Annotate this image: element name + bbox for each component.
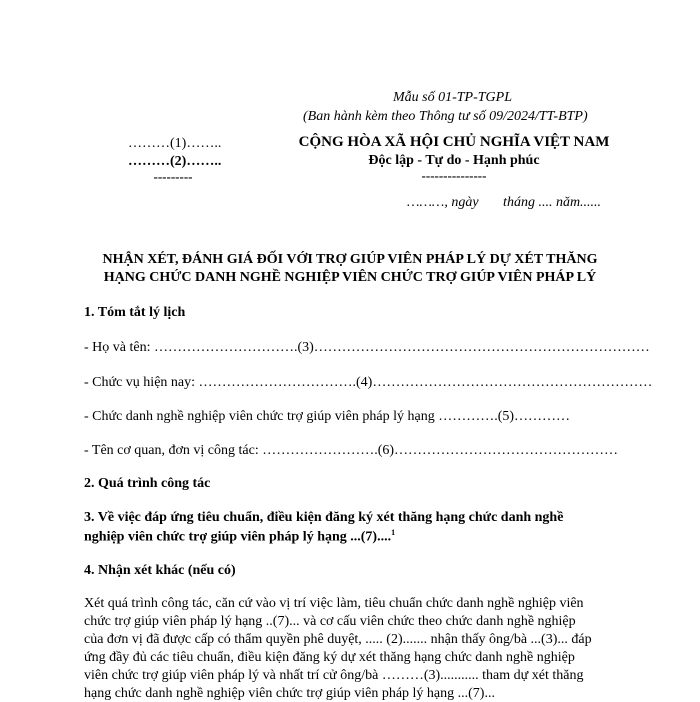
motto-rule: ---------------	[421, 168, 487, 183]
issued-note: (Ban hành kèm theo Thông tư số 09/2024/TT-BTP)	[303, 109, 588, 124]
paragraph-line-1: Xét quá trình công tác, căn cứ vào vị trí việc làm, tiêu chuẩn chức danh nghề nghiệp viên	[84, 596, 584, 611]
paragraph-line-4: ứng đầy đủ các tiêu chuẩn, điều kiện đăng ký dự xét thăng hạng chức danh nghề nghiệp	[84, 650, 575, 665]
field-workplace: - Tên cơ quan, đơn vị công tác: …………………….(6)…………………………………………	[84, 443, 619, 458]
field-current-position: - Chức vụ hiện nay: …………………………….(4)……………………………………………………	[84, 375, 653, 390]
paragraph-line-3: của đơn vị đã được cấp có thẩm quyền phê duyệt, ..... (2)....... nhận thấy ông/bà ...(3)... đáp	[84, 632, 592, 647]
paragraph-line-5: viên chức trợ giúp viên pháp lý và nhất trí cử ông/bà ………(3)........... tham dự xét thăng	[84, 668, 584, 683]
agency-rule: ---------	[153, 169, 193, 184]
field-professional-title-grade: - Chức danh nghề nghiệp viên chức trợ giúp viên pháp lý hạng ………….(5)…………	[84, 409, 571, 424]
field-full-name: - Họ và tên: ………………………….(3)………………………………………………………………	[84, 340, 650, 355]
date-line: ………, ngày tháng .... năm......	[407, 195, 602, 210]
document-title-line-2: HẠNG CHỨC DANH NGHỀ NGHIỆP VIÊN CHỨC TRỢ GIÚP VIÊN PHÁP LÝ	[103, 270, 597, 285]
section-2-heading: 2. Quá trình công tác	[84, 476, 211, 491]
agency-line-1: ………(1)……..	[128, 136, 222, 151]
document-title-line-1: NHẬN XÉT, ĐÁNH GIÁ ĐỐI VỚI TRỢ GIÚP VIÊN PHÁP LÝ DỰ XÉT THĂNG	[102, 252, 598, 267]
agency-line-2: ………(2)……..	[128, 154, 222, 169]
section-4-heading: 4. Nhận xét khác (nếu có)	[84, 563, 236, 578]
section-1-heading: 1. Tóm tắt lý lịch	[84, 305, 186, 320]
nation-title: CỘNG HÒA XÃ HỘI CHỦ NGHĨA VIỆT NAM	[298, 134, 610, 150]
paragraph-line-2: chức trợ giúp viên pháp lý hạng ..(7)... và cơ cấu viên chức theo chức danh nghề nghiệp	[84, 614, 576, 629]
footnote-marker: 1	[391, 528, 396, 537]
section-3-heading-line-2	[84, 528, 395, 546]
nation-motto: Độc lập - Tự do - Hạnh phúc	[368, 153, 540, 168]
paragraph-line-6: hạng chức danh nghề nghiệp viên chức trợ giúp viên pháp lý hạng ...(7)...	[84, 686, 495, 701]
form-code: Mẫu số 01-TP-TGPL	[393, 90, 513, 105]
section-3-heading-line-1: 3. Về việc đáp ứng tiêu chuẩn, điều kiện đăng ký xét thăng hạng chức danh nghề	[84, 510, 564, 525]
section-3-heading-text: nghiệp viên chức trợ giúp viên pháp lý hạng ...(7)....	[84, 529, 392, 545]
